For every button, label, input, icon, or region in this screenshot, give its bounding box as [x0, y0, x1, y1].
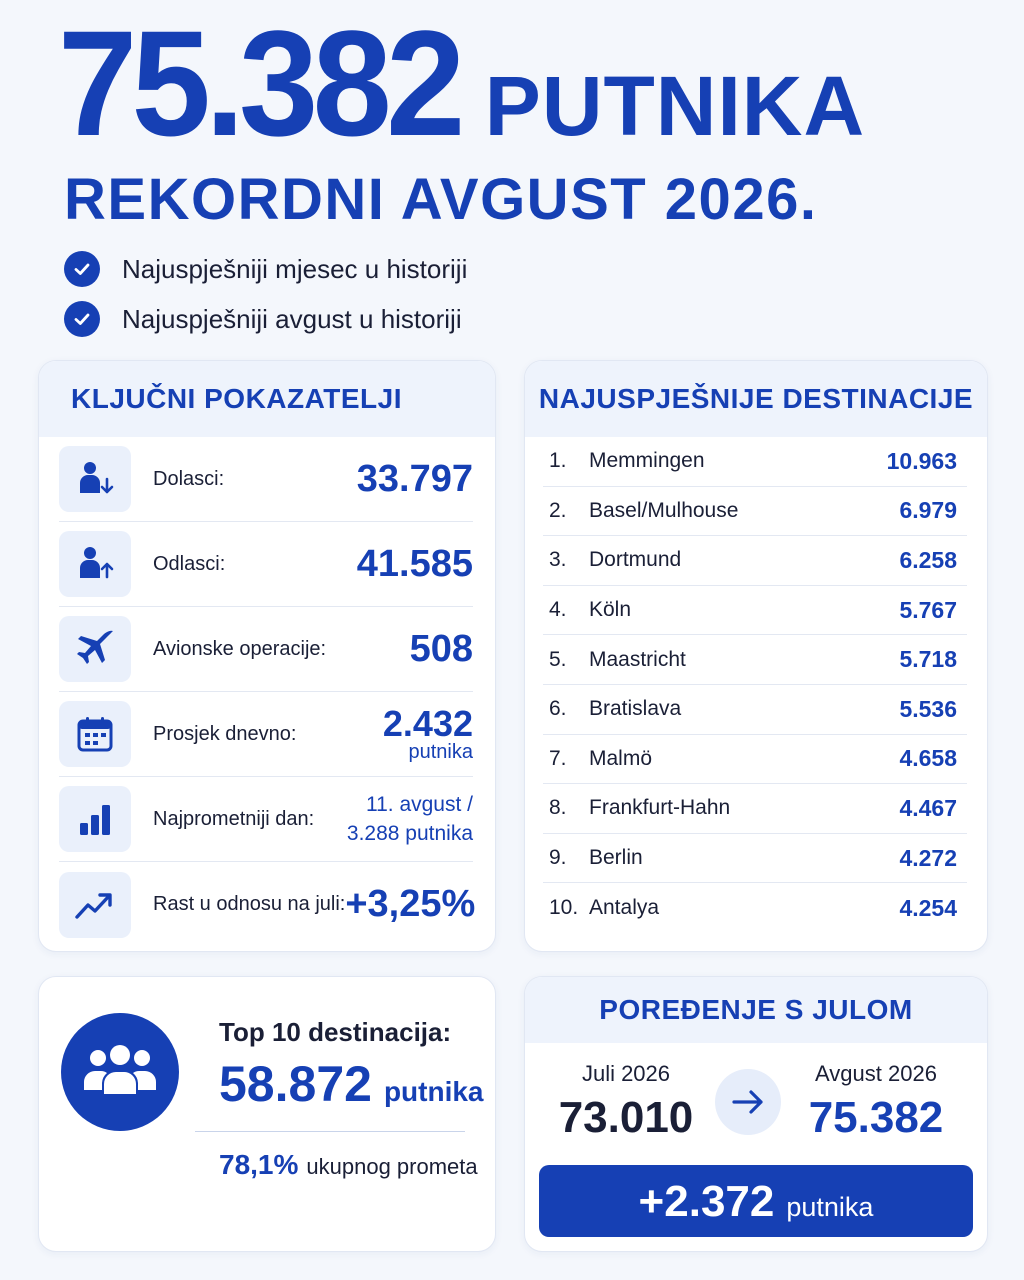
comparison-august-value: 75.382 — [808, 1093, 944, 1142]
destinations-list — [525, 437, 987, 933]
top-destinations-title: NAJUSPJEŠNIJE DESTINACIJE — [525, 361, 987, 437]
comparison-july — [541, 1061, 711, 1143]
person-arrow-down-icon — [59, 446, 131, 512]
destination-value: 5.767 — [899, 596, 957, 623]
destination-name: Antalya — [589, 896, 660, 920]
destination-value: 10.963 — [886, 447, 957, 474]
destination-name: Frankfurt-Hahn — [589, 796, 731, 820]
comparison-july-label: Juli 2026 — [581, 1061, 671, 1086]
key-indicators-title: KLJUČNI POKAZATELJI — [39, 361, 495, 437]
bar-chart-icon — [59, 786, 131, 852]
kpi-value-number: 2.432 — [382, 702, 473, 744]
person-arrow-up-icon — [59, 531, 131, 597]
kpi-label: Avionske operacije: — [153, 637, 327, 660]
kpi-label: Prosjek dnevno: — [153, 722, 297, 745]
list-item — [543, 834, 967, 884]
destination-value: 5.718 — [899, 646, 957, 673]
key-indicators-list — [39, 437, 495, 947]
kpi-row-arrivals — [59, 437, 473, 522]
list-item — [543, 586, 967, 636]
kpi-value-count: 3.288 putnika — [346, 822, 473, 845]
destination-value: 4.254 — [899, 894, 957, 921]
list-item — [543, 437, 967, 487]
destination-value: 4.467 — [899, 794, 957, 821]
destination-name: Dortmund — [589, 548, 682, 572]
highlight-item — [64, 244, 467, 294]
check-circle-icon — [64, 301, 100, 337]
top10-share — [219, 1149, 478, 1181]
kpi-row-growth — [59, 862, 476, 947]
top-destinations-card — [524, 360, 988, 952]
destination-value: 5.536 — [899, 695, 957, 722]
destination-rank: 9. — [549, 846, 567, 870]
destination-rank: 10. — [549, 896, 579, 920]
hero-word: PUTNIKA — [484, 59, 866, 153]
comparison-difference-value: +2.372 — [638, 1177, 775, 1226]
kpi-value: 508 — [409, 627, 473, 670]
kpi-label: Najprometniji dan: — [153, 807, 315, 830]
kpi-value: 33.797 — [356, 457, 473, 500]
airplane-icon — [59, 616, 131, 682]
destination-rank: 8. — [549, 796, 567, 820]
destination-rank: 5. — [549, 647, 567, 671]
list-item — [543, 635, 967, 685]
kpi-label: Odlasci: — [153, 552, 226, 575]
top10-value: 58.872 — [219, 1056, 372, 1112]
destination-name: Köln — [589, 598, 632, 622]
top10-total — [219, 1055, 484, 1113]
july-comparison-card — [524, 976, 988, 1252]
check-circle-icon — [64, 251, 100, 287]
comparison-july-value: 73.010 — [558, 1093, 694, 1142]
highlight-text: Najuspješniji avgust u historiji — [122, 303, 462, 334]
destination-value: 4.272 — [899, 844, 957, 871]
kpi-value-date: 11. avgust / — [365, 792, 473, 816]
destination-name: Berlin — [589, 846, 643, 870]
destination-value: 6.979 — [899, 497, 957, 524]
kpi-value: +3,25% — [345, 883, 476, 925]
destination-value: 6.258 — [899, 546, 957, 573]
kpi-label: Dolasci: — [153, 467, 225, 490]
kpi-label: Rast u odnosu na juli: — [153, 893, 346, 915]
destination-rank: 4. — [549, 598, 567, 622]
highlight-item — [64, 294, 467, 344]
hero-headline — [58, 0, 866, 167]
key-indicators-card — [38, 360, 496, 952]
comparison-difference-unit: putnika — [786, 1192, 874, 1222]
kpi-row-flights — [59, 607, 473, 692]
top10-summary-card — [38, 976, 496, 1252]
list-item — [543, 536, 967, 586]
destination-rank: 1. — [549, 449, 567, 473]
highlight-text: Najuspješniji mjesec u historiji — [122, 253, 468, 284]
highlights-list — [64, 244, 467, 344]
kpi-row-busiest-day — [59, 777, 473, 862]
top10-share-percent: 78,1% — [219, 1149, 299, 1180]
kpi-row-daily-average — [59, 692, 473, 777]
comparison-title: POREĐENJE S JULOM — [525, 977, 987, 1043]
people-group-icon — [61, 1013, 179, 1131]
page-subtitle: REKORDNI AVGUST 2026. — [64, 167, 818, 232]
comparison-august-label: Avgust 2026 — [815, 1061, 937, 1086]
hero-number: 75.382 — [58, 0, 460, 167]
list-item — [543, 685, 967, 735]
comparison-difference-bar — [539, 1165, 973, 1237]
kpi-value — [347, 790, 473, 849]
kpi-value — [382, 702, 473, 764]
kpi-value: 41.585 — [356, 542, 473, 585]
destination-name: Maastricht — [589, 647, 686, 671]
destination-value: 4.658 — [899, 745, 957, 772]
destination-rank: 7. — [549, 746, 567, 770]
top10-label: Top 10 destinacija: — [219, 1017, 452, 1047]
list-item — [543, 784, 967, 834]
destination-rank: 2. — [549, 498, 567, 522]
destination-name: Memmingen — [589, 449, 705, 473]
comparison-august — [791, 1061, 961, 1143]
kpi-row-departures — [59, 522, 473, 607]
kpi-value-unit: putnika — [408, 741, 473, 764]
destination-rank: 3. — [549, 548, 567, 572]
calendar-icon — [59, 701, 131, 767]
destination-name: Malmö — [589, 746, 653, 770]
destination-name: Bratislava — [589, 697, 682, 721]
list-item — [543, 487, 967, 537]
divider — [195, 1131, 465, 1132]
arrow-right-icon — [715, 1069, 781, 1135]
trend-up-icon — [59, 872, 131, 938]
list-item — [543, 735, 967, 785]
destination-name: Basel/Mulhouse — [589, 498, 739, 522]
top10-unit: putnika — [383, 1076, 484, 1107]
destination-rank: 6. — [549, 697, 567, 721]
list-item — [543, 883, 967, 933]
top10-share-text: ukupnog prometa — [306, 1154, 478, 1179]
